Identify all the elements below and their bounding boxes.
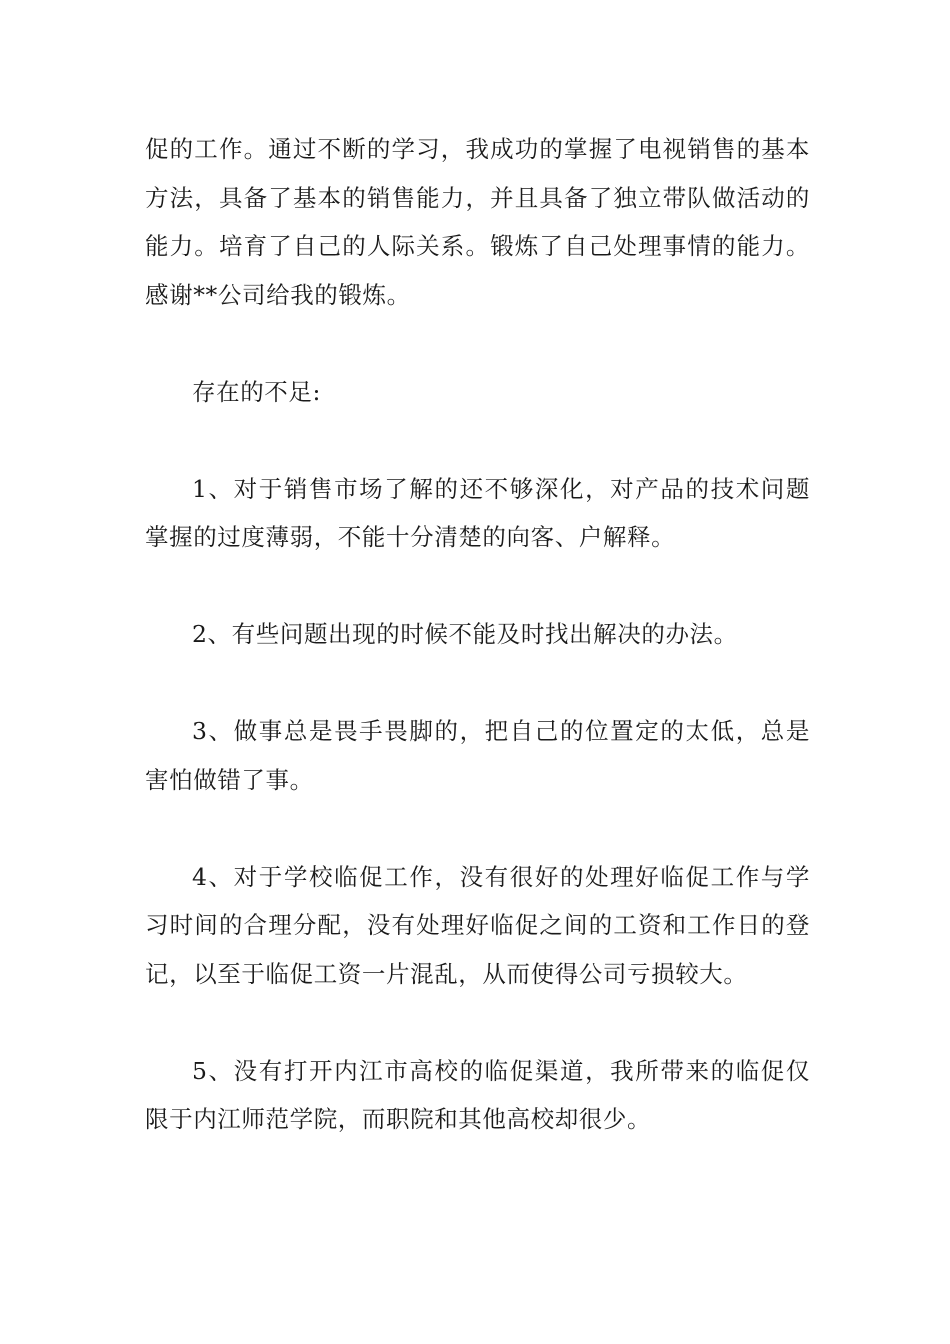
paragraph-item-1: 1、对于销售市场了解的还不够深化，对产品的技术问题掌握的过度薄弱，不能十分清楚的向客、户解释。 [145,474,810,551]
paragraph-item-5: 5、没有打开内江市高校的临促渠道，我所带来的临促仅限于内江师范学院，而职院和其他高校却很少。 [145,1056,810,1133]
paragraph-item-4: 4、对于学校临促工作，没有很好的处理好临促工作与学习时间的合理分配，没有处理好临促之间的工资和工作日的登记，以至于临促工资一片混乱，从而使得公司亏损较大。 [145,862,810,988]
paragraph-deficiencies-heading: 存在的不足: [192,377,322,406]
document-body [145,125,810,1144]
paragraph-item-2: 2、有些问题出现的时候不能及时找出解决的办法。 [192,620,738,648]
paragraph-item-3: 3、做事总是畏手畏脚的，把自己的位置定的太低，总是害怕做错了事。 [145,717,810,794]
paragraph-continuation: 促的工作。通过不断的学习，我成功的掌握了电视销售的基本方法，具备了基本的销售能力，并且具备了独立带队做活动的能力。培育了自己的人际关系。锻炼了自己处理事情的能力。感谢**公司给我的锻炼。 [145,135,810,309]
